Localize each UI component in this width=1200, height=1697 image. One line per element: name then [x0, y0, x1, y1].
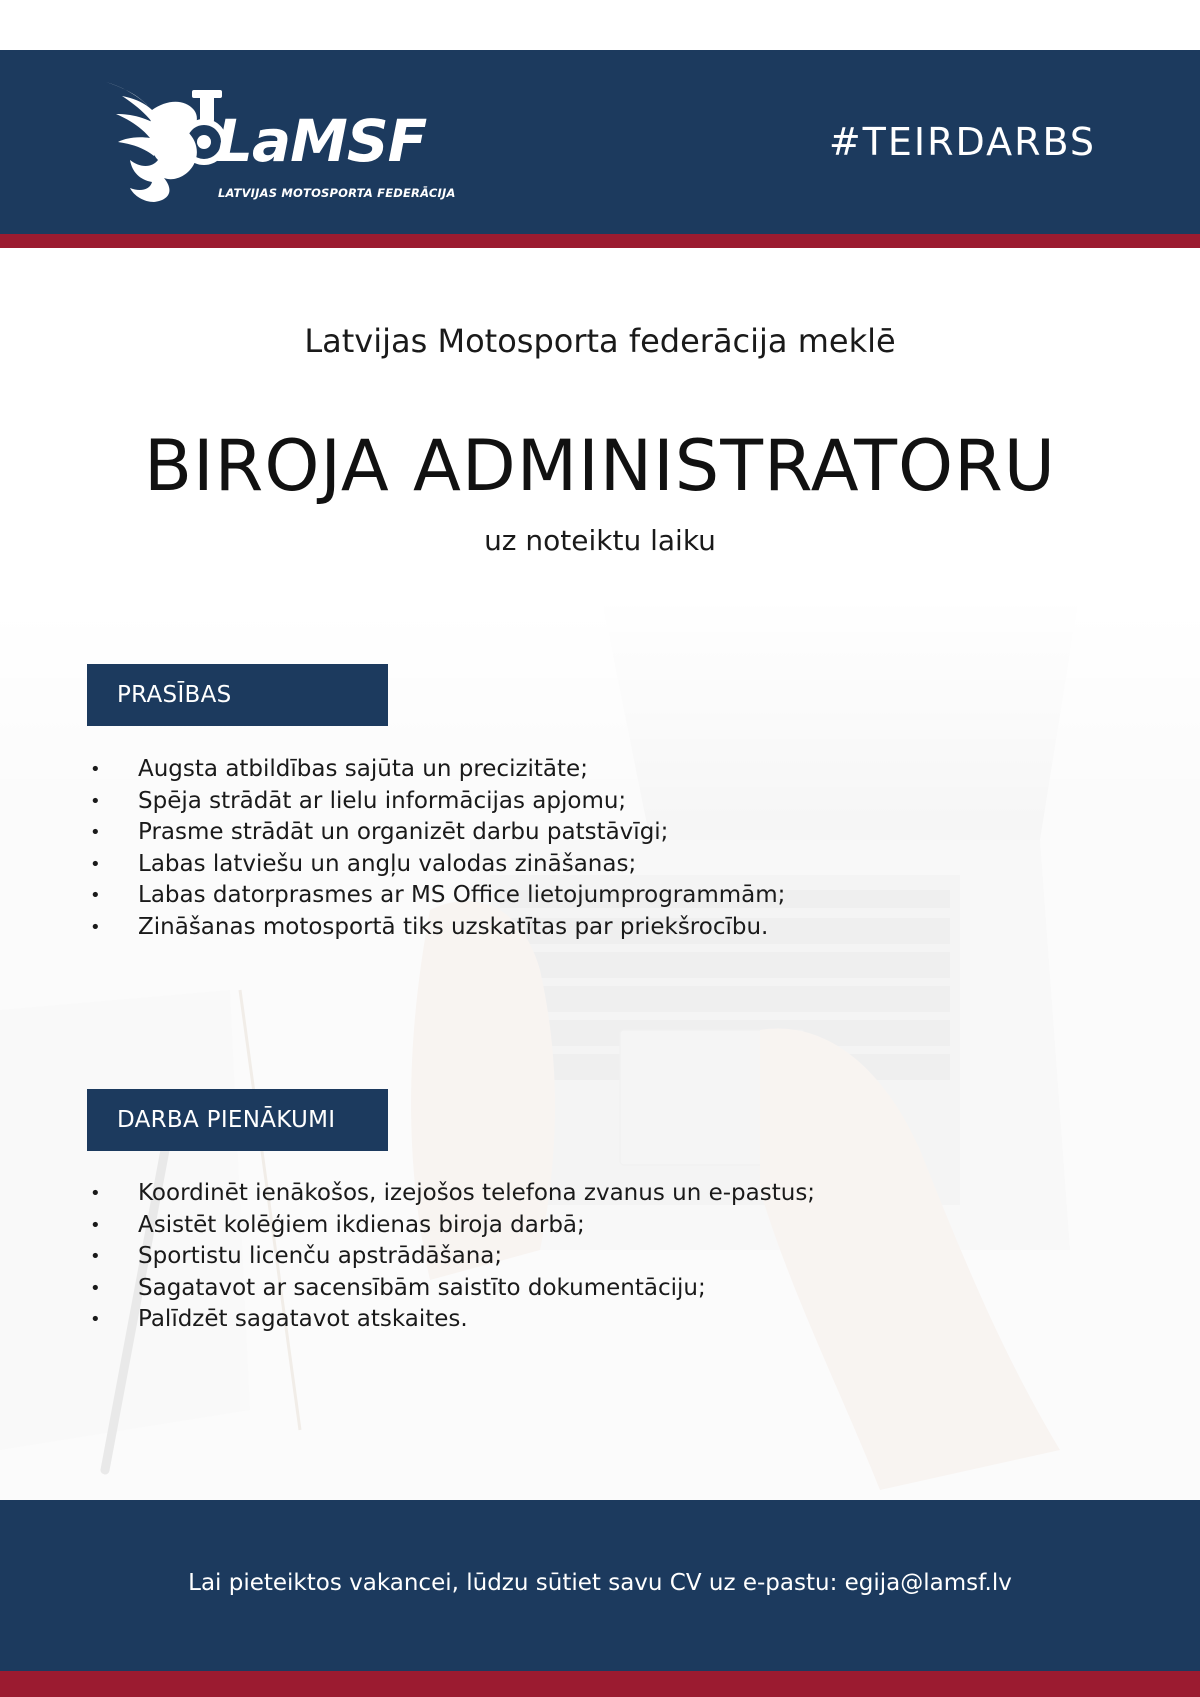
list-item: • Sportistu licenču apstrādāšana; [87, 1241, 815, 1273]
list-item: • Augsta atbildības sajūta un precizitāte; [87, 754, 785, 786]
list-item: • Zināšanas motosportā tiks uzskatītas par priekšrocību. [87, 912, 785, 944]
list-item: • Spēja strādāt ar lielu informācijas apjomu; [87, 786, 785, 818]
footer-contact-text: Lai pieteiktos vakancei, lūdzu sūtiet savu CV uz e-pastu: egija@lamsf.lv [188, 1570, 1012, 1596]
list-item: • Koordinēt ienākošos, izejošos telefona zvanus un e-pastus; [87, 1178, 815, 1210]
logo-wordmark: LaMSF [216, 107, 427, 175]
list-item: • Labas latviešu un angļu valodas zināšanas; [87, 849, 785, 881]
background-photo [0, 590, 1200, 1500]
position-title: BIROJA ADMINISTRATORU [144, 425, 1056, 507]
logo-subtitle: LATVIJAS MOTOSPORTA FEDERĀCIJA [218, 186, 456, 200]
footer-accent-stripe [0, 1671, 1200, 1697]
duties-list [87, 1178, 815, 1336]
duties-heading: DARBA PIENĀKUMI [87, 1089, 388, 1151]
list-item: • Sagatavot ar sacensībām saistīto dokumentāciju; [87, 1273, 815, 1305]
list-item: • Labas datorprasmes ar MS Office lietojumprogrammām; [87, 880, 785, 912]
intro-text: Latvijas Motosporta federācija meklē [304, 322, 896, 360]
employment-term: uz noteiktu laiku [484, 524, 716, 557]
list-item: • Asistēt kolēģiem ikdienas biroja darbā; [87, 1210, 815, 1242]
list-item: • Prasme strādāt un organizēt darbu patstāvīgi; [87, 817, 785, 849]
requirements-heading: PRASĪBAS [87, 664, 388, 726]
requirements-list [87, 754, 785, 943]
hashtag: #TEIRDARBS [828, 120, 1096, 164]
header-accent-stripe [0, 234, 1200, 248]
list-item: • Palīdzēt sagatavot atskaites. [87, 1304, 815, 1336]
